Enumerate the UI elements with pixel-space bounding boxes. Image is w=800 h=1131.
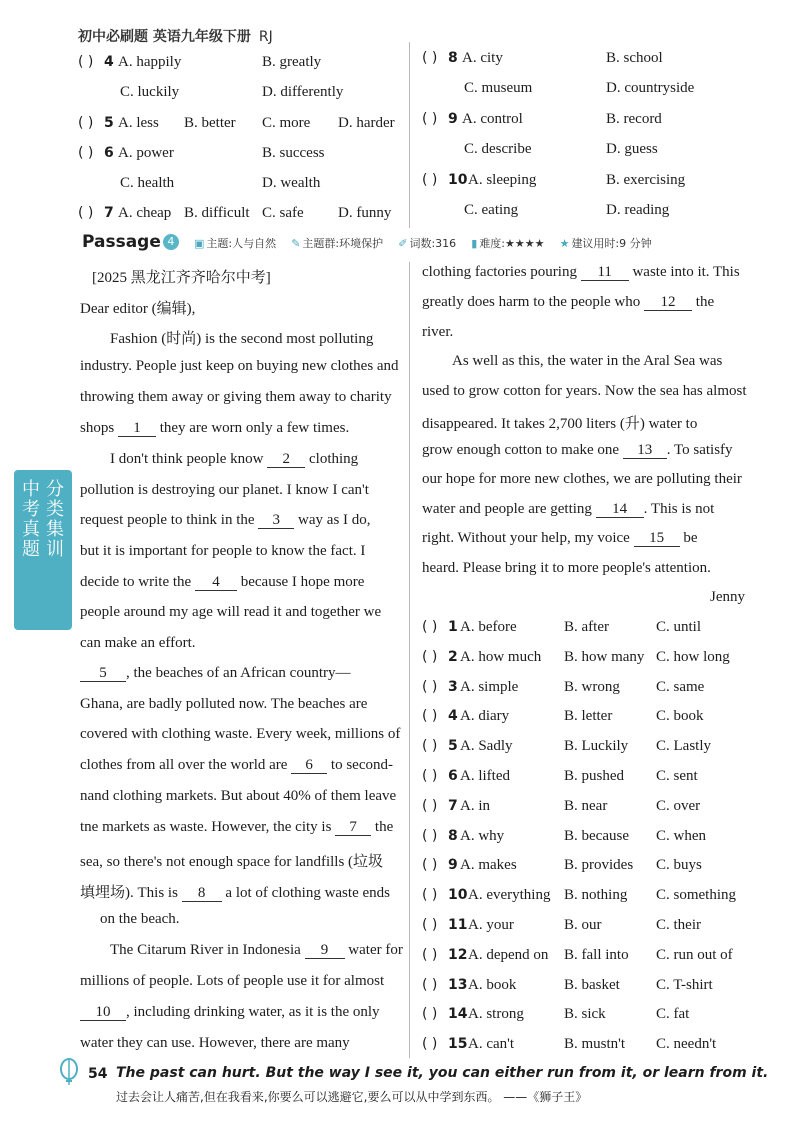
option-a: A. control	[462, 111, 523, 127]
footer-quote-en: The past can hurt. But the way I see it, you can either run from it, or learn from it.	[116, 1065, 769, 1081]
question-row	[422, 947, 762, 967]
side-category-tab	[14, 470, 72, 630]
question-row	[422, 708, 762, 728]
text-line: millions of people. Lots of people use it for almost	[80, 973, 385, 989]
answer-paren: ( )	[422, 172, 438, 188]
question-number: 1	[448, 619, 458, 635]
blank-10: 10	[80, 1004, 126, 1021]
blank-13: 13	[623, 442, 667, 459]
option-a: A. city	[462, 50, 503, 66]
letter-signature: Jenny	[710, 589, 745, 605]
passage-difficulty: 难度:★★★★	[479, 237, 545, 250]
blank-7: 7	[335, 819, 371, 836]
answer-paren: ( )	[78, 145, 94, 161]
option-c: C. fat	[656, 1006, 690, 1023]
option-d: D. countryside	[606, 80, 695, 96]
option-a: A. makes	[460, 857, 517, 874]
text-line: Ghana, are badly polluted now. The beaches are	[80, 696, 368, 712]
text-line: greatly does harm to the people who 12 the	[422, 294, 715, 310]
answer-paren: ( )	[422, 708, 438, 725]
option-b: B. wrong	[564, 678, 620, 695]
text-line: clothing factories pouring 11 waste into it. This	[422, 264, 740, 280]
answer-paren: ( )	[422, 111, 438, 127]
question-row	[422, 679, 762, 699]
question-number: 10	[448, 887, 468, 904]
blank-11: 11	[581, 264, 629, 281]
question-number: 4	[104, 54, 114, 70]
answer-paren: ( )	[78, 115, 94, 131]
option-a: A. how much	[460, 648, 542, 665]
passage-source: [2025 黑龙江齐齐哈尔中考]	[92, 270, 271, 286]
text-line: I don't think people know 2 clothing	[110, 451, 359, 467]
text-line: used to grow cotton for years. Now the sea has almost	[422, 383, 747, 399]
text-line: but it is important for people to know the fact. I	[80, 543, 366, 559]
text-line: clothes from all over the world are 6 to second-	[80, 757, 393, 773]
option-a: A. can't	[468, 1036, 515, 1053]
text-line: on the beach.	[100, 911, 180, 927]
option-b: B. pushed	[564, 768, 624, 784]
text-line: Fashion (时尚) is the second most polluting	[110, 331, 374, 347]
option-b: B. school	[606, 50, 663, 66]
answer-paren: ( )	[422, 1006, 438, 1023]
question-number: 2	[448, 648, 458, 665]
text-line: pollution is destroying our planet. I know I can't	[80, 482, 369, 498]
question-number: 9	[448, 857, 458, 874]
option-c: C. eating	[464, 202, 519, 218]
blank-3: 3	[258, 512, 294, 529]
passage-greeting: Dear editor (编辑),	[80, 301, 196, 317]
text-line: river.	[422, 324, 454, 340]
blank-1: 1	[118, 420, 156, 437]
text-line: grow enough cotton to make one 13 . To satisfy	[422, 442, 733, 458]
prev-question-row	[78, 205, 398, 225]
option-b: B. after	[564, 619, 609, 635]
option-c: C. their	[656, 917, 701, 933]
passage-word-count: 词数:316	[409, 237, 457, 250]
option-b: B. letter	[564, 708, 613, 725]
passage-theme-group: 主题群:环境保护	[302, 237, 384, 250]
passage-title: Passage	[82, 232, 161, 252]
option-b: B. Luckily	[564, 738, 629, 755]
question-number: 12	[448, 946, 468, 963]
option-b: B. nothing	[564, 887, 628, 904]
option-c: C. when	[656, 827, 706, 844]
column-divider-top	[409, 42, 410, 228]
text-line: tne markets as waste. However, the city is 7 the	[80, 819, 394, 835]
option-d: D. guess	[606, 141, 658, 157]
blank-6: 6	[291, 757, 327, 774]
blank-2: 2	[267, 451, 305, 468]
text-line: throwing them away or giving them away to charity	[80, 389, 392, 405]
option-c: C. Lastly	[656, 738, 711, 755]
page-number: 54	[88, 1066, 108, 1082]
answer-paren: ( )	[422, 827, 438, 844]
prev-question-row	[422, 111, 742, 157]
prev-question-row	[422, 50, 742, 96]
option-a: A. lifted	[460, 768, 510, 784]
question-row	[422, 738, 762, 758]
blank-15: 15	[634, 530, 680, 547]
question-row	[422, 798, 762, 818]
question-number: 8	[448, 50, 458, 66]
question-number: 9	[448, 111, 458, 127]
text-line: The Citarum River in Indonesia 9 water for	[110, 942, 403, 958]
option-c: C. health	[120, 175, 175, 191]
option-b: B. success	[262, 145, 325, 161]
answer-paren: ( )	[78, 205, 94, 221]
answer-paren: ( )	[78, 54, 94, 70]
option-d: D. reading	[606, 202, 670, 218]
question-number: 3	[448, 678, 458, 695]
text-line: request people to think in the 3 way as I do,	[80, 512, 371, 528]
question-number: 5	[448, 738, 458, 755]
theme-icon: ▣	[193, 237, 205, 250]
question-number: 6	[448, 768, 458, 784]
text-line: 5 , the beaches of an African country—	[80, 665, 351, 682]
option-b: B. better	[184, 115, 236, 131]
option-b: B. difficult	[184, 205, 250, 221]
passage-header	[82, 232, 652, 254]
option-c: C. something	[656, 887, 737, 904]
option-b: B. record	[606, 111, 662, 127]
blank-12: 12	[644, 294, 692, 311]
question-row	[422, 828, 762, 848]
text-line: water and people are getting 14 . This is not	[422, 501, 715, 517]
option-c: C. luckily	[120, 84, 180, 100]
option-c: C. over	[656, 797, 701, 814]
blank-4: 4	[195, 574, 237, 591]
question-row	[422, 857, 762, 877]
text-line: industry. People just keep on buying new clothes and	[80, 358, 399, 374]
question-number: 7	[448, 797, 458, 814]
option-b: B. our	[564, 917, 602, 933]
question-number: 8	[448, 827, 458, 844]
option-a: A. everything	[468, 887, 551, 904]
question-row	[422, 619, 762, 639]
question-number: 4	[448, 708, 458, 725]
option-a: A. cheap	[118, 205, 172, 221]
option-a: A. simple	[460, 678, 519, 695]
edition-label: RJ	[258, 29, 273, 45]
text-line: nand clothing markets. But about 40% of them leave	[80, 788, 397, 804]
option-a: A. less	[118, 115, 159, 131]
option-b: B. sick	[564, 1006, 606, 1023]
passage-time: 建议用时:9 分钟	[571, 237, 652, 250]
text-line: As well as this, the water in the Aral Sea was	[452, 353, 723, 369]
option-a: A. Sadly	[460, 738, 513, 755]
side-tab-col-1: 中 考 真 题	[22, 479, 40, 560]
answer-paren: ( )	[422, 976, 438, 993]
blank-9: 9	[305, 942, 345, 959]
option-c: C. safe	[262, 205, 304, 221]
question-number: 13	[448, 976, 468, 993]
option-d: D. wealth	[262, 175, 321, 191]
answer-paren: ( )	[422, 50, 438, 66]
option-c: C. sent	[656, 768, 698, 784]
question-number: 14	[448, 1006, 468, 1023]
option-a: A. sleeping	[468, 172, 537, 188]
prev-question-row	[78, 145, 398, 191]
option-a: A. strong	[468, 1006, 524, 1023]
text-line: right. Without your help, my voice 15 be	[422, 530, 698, 546]
prev-question-row	[78, 115, 398, 135]
option-d: D. differently	[262, 84, 344, 100]
passage-number-badge: 4	[163, 234, 179, 250]
option-b: B. fall into	[564, 946, 629, 963]
question-row	[422, 887, 762, 907]
option-c: C. museum	[464, 80, 533, 96]
answer-paren: ( )	[422, 797, 438, 814]
text-line: decide to write the 4 because I hope more	[80, 574, 365, 590]
option-a: A. why	[460, 827, 505, 844]
option-b: B. provides	[564, 857, 634, 874]
page-header	[78, 26, 273, 46]
option-d: D. funny	[338, 205, 392, 221]
text-line: our hope for more new clothes, we are polluting their	[422, 471, 742, 487]
answer-paren: ( )	[422, 857, 438, 874]
option-b: B. greatly	[262, 54, 322, 70]
question-row	[422, 649, 762, 669]
option-c: C. more	[262, 115, 311, 131]
option-c: C. how long	[656, 648, 730, 665]
option-c: C. same	[656, 678, 705, 695]
column-divider-main	[409, 262, 410, 1058]
question-row	[422, 917, 762, 937]
answer-paren: ( )	[422, 917, 438, 933]
prev-question-row	[78, 54, 398, 100]
question-number: 10	[448, 172, 468, 188]
blank-14: 14	[596, 501, 644, 518]
text-line: people around my age will read it and together we	[80, 604, 382, 620]
answer-paren: ( )	[422, 1036, 438, 1053]
passage-theme: 主题:人与自然	[206, 237, 277, 250]
text-line: can make an effort.	[80, 635, 196, 651]
option-c: C. run out of	[656, 946, 733, 963]
answer-paren: ( )	[422, 648, 438, 665]
question-row	[422, 1006, 762, 1026]
option-b: B. exercising	[606, 172, 686, 188]
words-icon: ✐	[398, 237, 408, 250]
option-c: C. buys	[656, 857, 702, 874]
text-line: water they can use. However, there are many	[80, 1035, 350, 1051]
answer-paren: ( )	[422, 946, 438, 963]
question-row	[422, 977, 762, 997]
option-a: A. before	[460, 619, 517, 635]
option-b: B. basket	[564, 976, 620, 993]
option-b: B. near	[564, 797, 608, 814]
answer-paren: ( )	[422, 887, 438, 904]
question-number: 11	[448, 917, 468, 933]
option-a: A. your	[468, 917, 514, 933]
option-b: B. how many	[564, 648, 645, 665]
question-number: 6	[104, 145, 114, 161]
question-row	[422, 1036, 762, 1056]
star-icon: ★	[559, 237, 570, 250]
text-line: 10 , including drinking water, as it is the only	[80, 1004, 380, 1021]
question-number: 15	[448, 1036, 468, 1053]
option-a: A. depend on	[468, 946, 549, 963]
option-b: B. mustn't	[564, 1036, 626, 1053]
question-row	[422, 768, 762, 788]
option-c: C. describe	[464, 141, 532, 157]
option-a: A. power	[118, 145, 174, 161]
text-line: 填埋场). This is 8 a lot of clothing waste ends	[80, 885, 390, 901]
prev-question-row	[422, 172, 742, 218]
text-line: disappeared. It takes 2,700 liters (升) water to	[422, 416, 698, 432]
answer-paren: ( )	[422, 738, 438, 755]
option-c: C. until	[656, 619, 702, 635]
answer-paren: ( )	[422, 619, 438, 635]
option-b: B. because	[564, 827, 629, 844]
question-number: 5	[104, 115, 114, 131]
option-a: A. book	[468, 976, 517, 993]
side-tab-col-2: 分 类 集 训	[46, 479, 64, 560]
option-a: A. happily	[118, 54, 182, 70]
option-c: C. T-shirt	[656, 976, 713, 993]
option-a: A. in	[460, 797, 490, 814]
text-line: heard. Please bring it to more people's attention.	[422, 560, 711, 576]
answer-paren: ( )	[422, 678, 438, 695]
pen-icon: ✎	[291, 237, 301, 250]
blank-5: 5	[80, 665, 126, 682]
option-c: C. needn't	[656, 1036, 717, 1053]
text-line: shops 1 they are worn only a few times.	[80, 420, 350, 436]
balloon-icon	[58, 1058, 80, 1086]
text-line: covered with clothing waste. Every week, millions of	[80, 726, 401, 742]
answer-paren: ( )	[422, 768, 438, 784]
option-a: A. diary	[460, 708, 510, 725]
blank-8: 8	[182, 885, 222, 902]
bar-chart-icon: ▮	[471, 237, 478, 250]
footer-quote-cn: 过去会让人痛苦,但在我看来,你要么可以逃避它,要么可以从中学到东西。 ——《狮子王》	[116, 1090, 588, 1104]
book-title: 初中必刷题 英语九年级下册	[78, 29, 251, 45]
text-line: sea, so there's not enough space for landfills (垃圾	[80, 854, 384, 870]
question-number: 7	[104, 205, 114, 221]
option-d: D. harder	[338, 115, 395, 131]
option-c: C. book	[656, 708, 704, 725]
